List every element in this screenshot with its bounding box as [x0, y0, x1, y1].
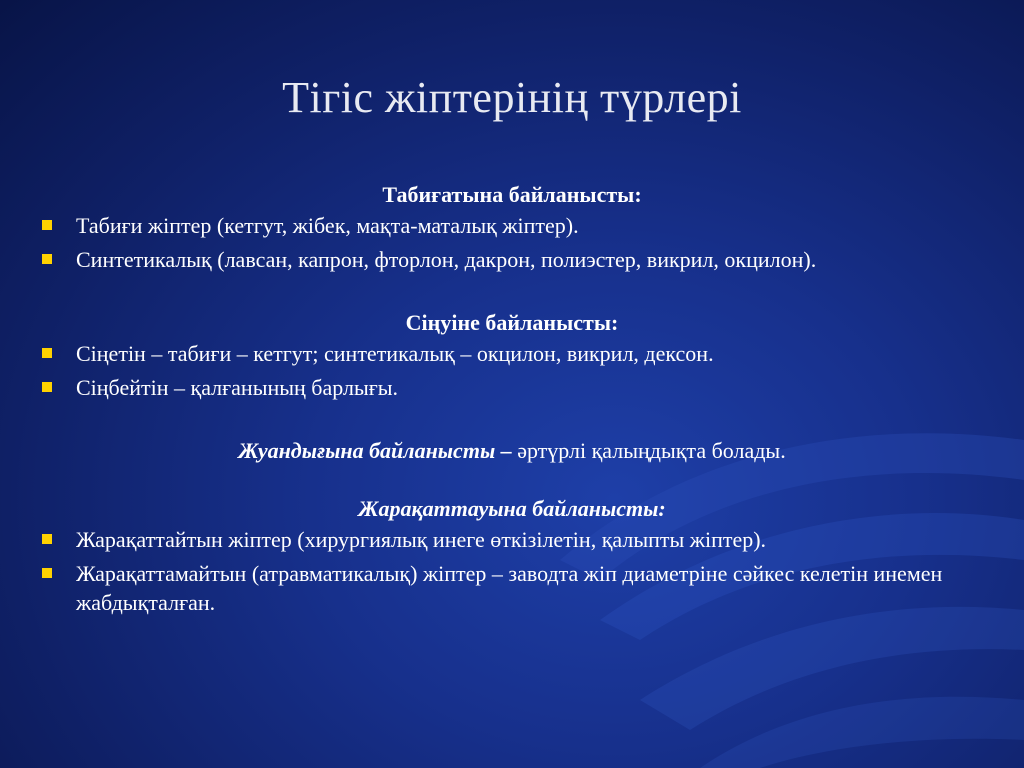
section-heading-thickness	[40, 436, 984, 465]
list-item-text: Синтетикалық (лавсан, капрон, фторлон, дакрон, полиэстер, викрил, окцилон).	[76, 247, 817, 272]
list-item-text: Жарақаттамайтын (атравматикалық) жіптер – заводта жіп диаметріне сәйкес келетін инемен жабдықталған.	[76, 561, 943, 615]
square-bullet-icon	[42, 568, 52, 578]
square-bullet-icon	[42, 254, 52, 264]
list-item-text: Жарақаттайтын жіптер (хирургиялық инеге өткізілетін, қалыпты жіптер).	[76, 527, 767, 552]
list-item	[40, 525, 984, 554]
list-item	[40, 211, 984, 240]
square-bullet-icon	[42, 348, 52, 358]
list-item	[40, 245, 984, 274]
slide-content	[40, 180, 984, 622]
list-item	[40, 373, 984, 402]
square-bullet-icon	[42, 534, 52, 544]
list-item-text: Табиғи жіптер (кетгут, жібек, мақта-маталық жіптер).	[76, 213, 579, 238]
thickness-heading-rest: әртүрлі қалыңдықта болады.	[511, 438, 786, 463]
slide-title: Тігіс жіптерінің түрлері	[282, 73, 742, 122]
square-bullet-icon	[42, 220, 52, 230]
section-heading-trauma: Жарақаттауына байланысты:	[358, 496, 666, 521]
thickness-heading-bold: Жуандығына байланысты –	[238, 438, 512, 463]
list-item	[40, 339, 984, 368]
section-heading-absorption: Сіңуіне байланысты:	[405, 310, 619, 335]
list-item-text: Сіңетін – табиғи – кетгут; синтетикалық – окцилон, викрил, дексон.	[76, 341, 714, 366]
square-bullet-icon	[42, 382, 52, 392]
section-heading-origin: Табиғатына байланысты:	[382, 182, 642, 207]
list-item	[40, 559, 984, 617]
list-item-text: Сіңбейтін – қалғанының барлығы.	[76, 375, 399, 400]
